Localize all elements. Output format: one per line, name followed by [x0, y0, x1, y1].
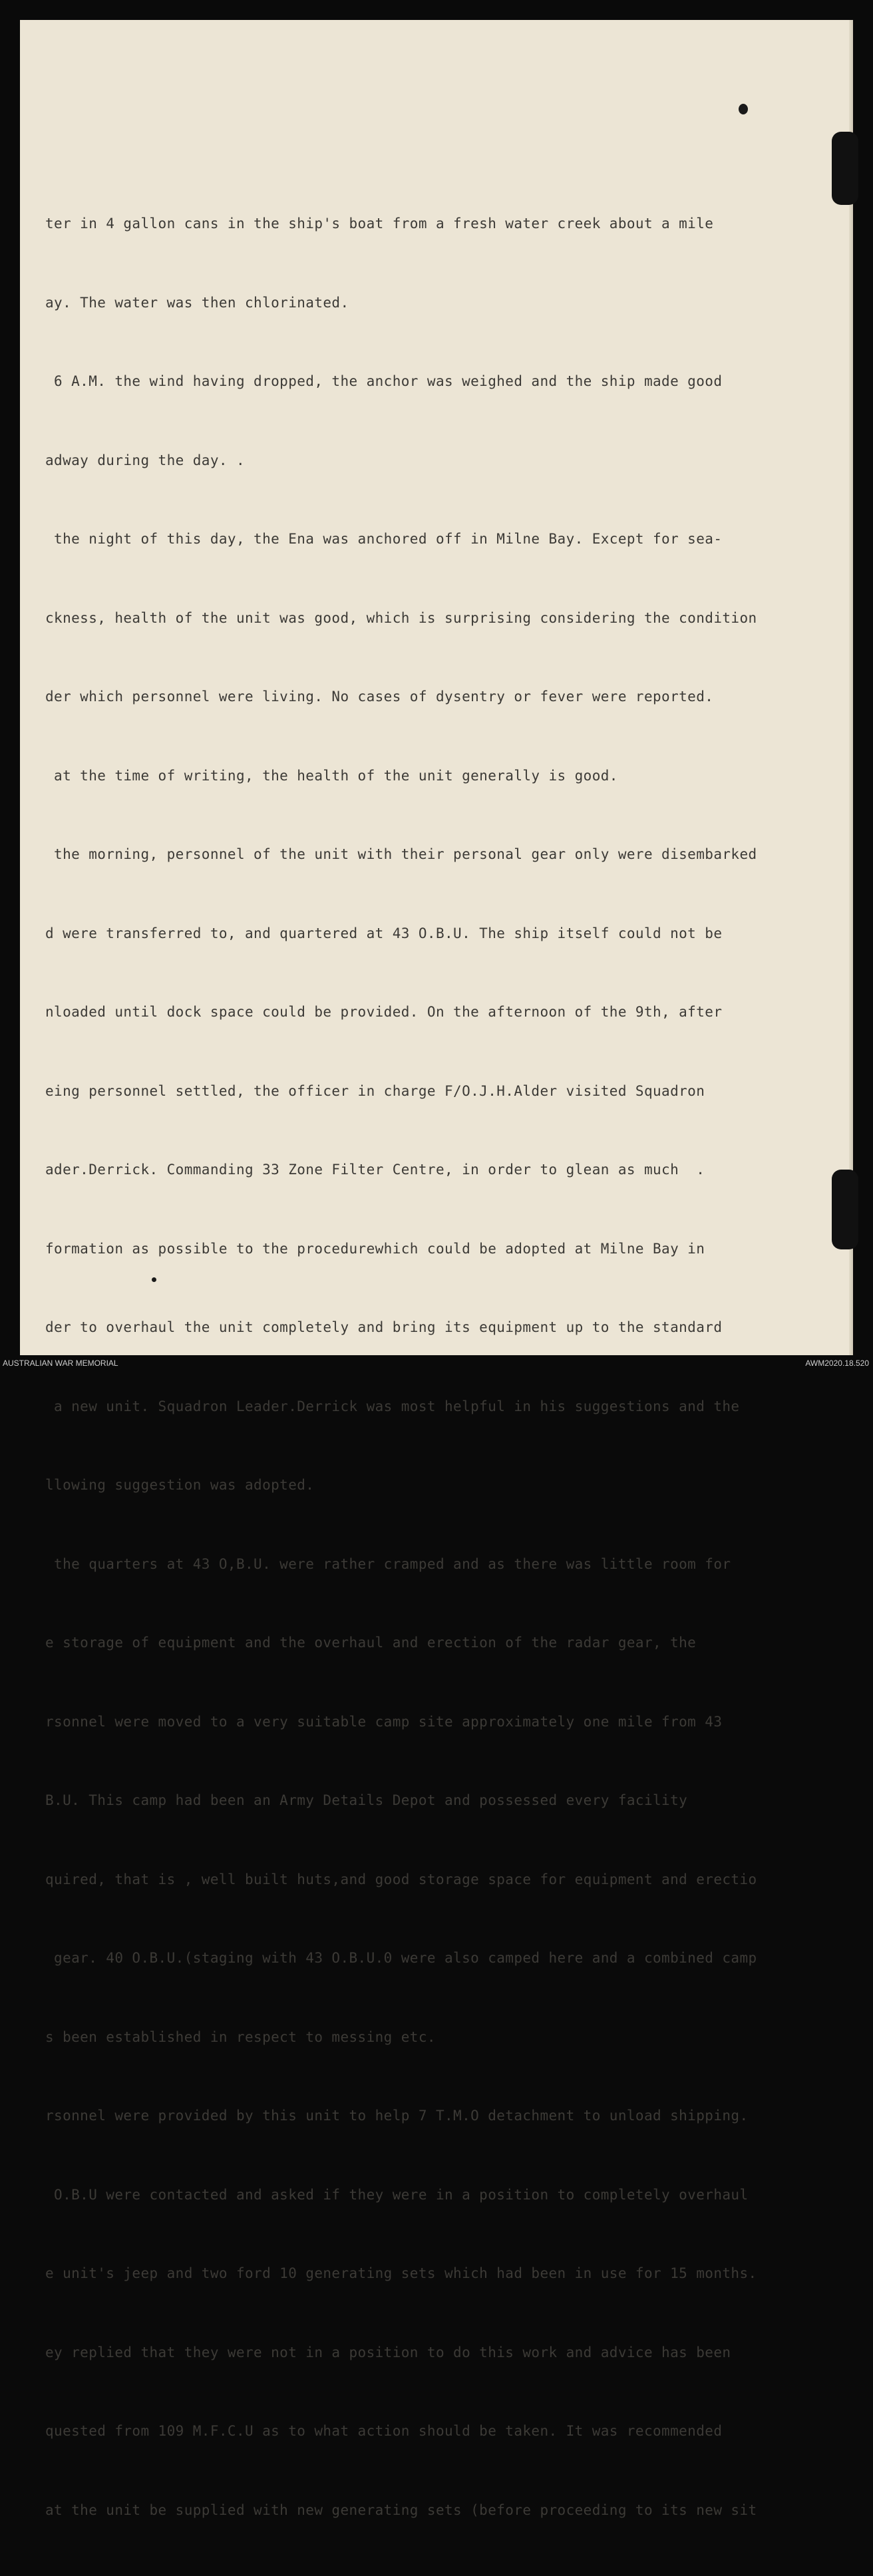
- text-line: ay. The water was then chlorinated.: [45, 294, 349, 311]
- text-line: der which personnel were living. No cases of dysentry or fever were reported.: [45, 689, 714, 705]
- text-line: the night of this day, the Ena was anchored off in Milne Bay. Except for sea-: [45, 531, 723, 547]
- text-line: the morning, personnel of the unit with their personal gear only were disembarked: [45, 846, 757, 862]
- text-line: adway during the day. .: [45, 452, 245, 468]
- text-line: at the time of writing, the health of the unit generally is good.: [45, 767, 618, 784]
- text-line: s been established in respect to messing etc.: [45, 2028, 436, 2045]
- text-line: quired, that is , well built huts,and good storage space for equipment and erectio: [45, 1871, 757, 1887]
- text-line: at the unit be supplied with new generating sets (before proceeding to its new sit: [45, 2501, 757, 2518]
- archive-footer: [0, 1355, 873, 1371]
- text-line: 6 A.M. the wind having dropped, the anchor was weighed and the ship made good: [45, 373, 723, 389]
- text-line: B.U. This camp had been an Army Details Depot and possessed every facility: [45, 1792, 688, 1808]
- text-line: ey replied that they were not in a position to do this work and advice has been: [45, 2344, 731, 2360]
- text-line: formation as possible to the procedurewhich could be adopted at Milne Bay in: [45, 1240, 705, 1257]
- text-line: nloaded until dock space could be provided. On the afternoon of the 9th, after: [45, 1004, 723, 1020]
- text-line: ader.Derrick. Commanding 33 Zone Filter Centre, in order to glean as much .: [45, 1162, 705, 1178]
- text-line: ter in 4 gallon cans in the ship's boat from a fresh water creek about a mile: [45, 216, 714, 232]
- text-line: ckness, health of the unit was good, which is surprising considering the condition: [45, 609, 757, 626]
- text-line: e unit's jeep and two ford 10 generating sets which had been in use for 15 months.: [45, 2265, 757, 2281]
- text-line: quested from 109 M.F.C.U as to what action should be taken. It was recommended: [45, 2423, 723, 2439]
- text-line: eing personnel settled, the officer in charge F/O.J.H.Alder visited Squadron: [45, 1082, 705, 1099]
- text-line: rsonnel were provided by this unit to help 7 T.M.O detachment to unload shipping.: [45, 2108, 749, 2124]
- text-line: d were transferred to, and quartered at 43 O.B.U. The ship itself could not be: [45, 925, 723, 941]
- ink-spot: [739, 104, 748, 114]
- text-line: a new unit. Squadron Leader.Derrick was most helpful in his suggestions and the: [45, 1398, 740, 1414]
- text-line: the quarters at 43 O,B.U. were rather cramped and as there was little room for: [45, 1555, 731, 1572]
- text-line: rsonnel were moved to a very suitable camp site approximately one mile from 43: [45, 1713, 723, 1730]
- text-line: e storage of equipment and the overhaul and erection of the radar gear, the: [45, 1635, 697, 1651]
- text-line: llowing suggestion was adopted.: [45, 1477, 315, 1493]
- text-line: der to overhaul the unit completely and bring its equipment up to the standard: [45, 1319, 723, 1335]
- text-line: O.B.U were contacted and asked if they were in a position to completely overhaul: [45, 2186, 749, 2203]
- footer-institution: AUSTRALIAN WAR MEMORIAL: [3, 1359, 118, 1368]
- text-line: gear. 40 O.B.U.(staging with 43 O.B.U.0 were also camped here and a combined camp: [45, 1950, 757, 1966]
- footer-accession-number: AWM2020.18.520: [805, 1359, 869, 1368]
